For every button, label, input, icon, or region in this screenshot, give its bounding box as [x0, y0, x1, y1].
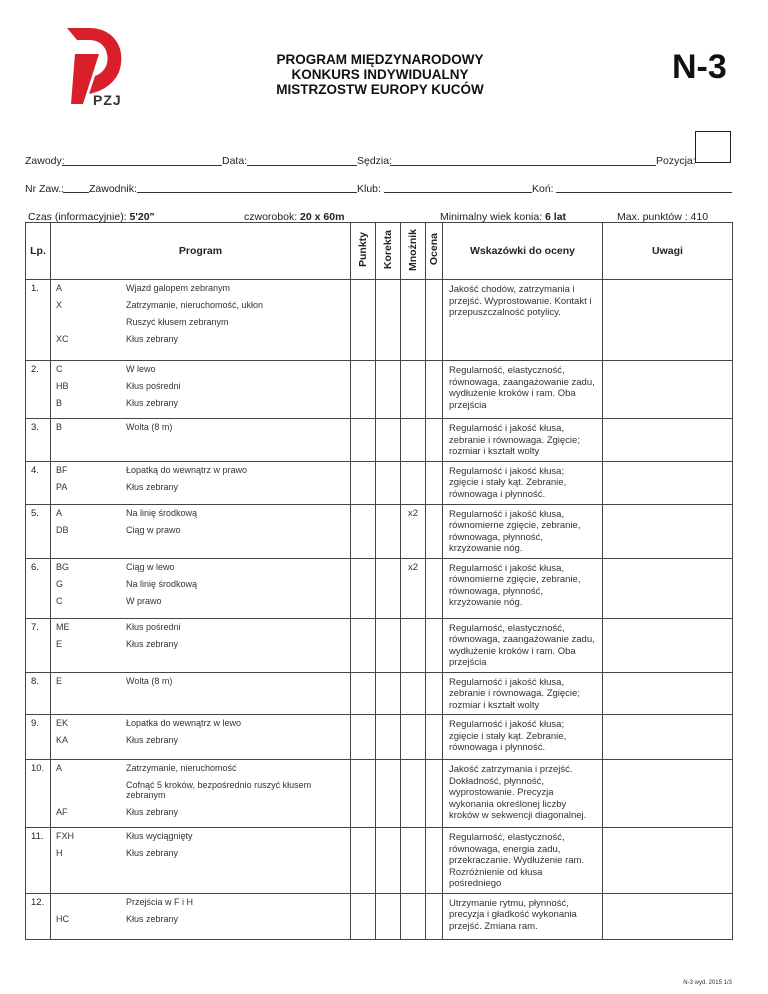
ocena-cell[interactable]: [426, 419, 443, 462]
program-step: ME Kłus pośredni: [56, 621, 181, 632]
page-title: PROGRAM MIĘDZYNARODOWY KONKURS INDYWIDUALNY MISTRZOSTW EUROPY KUCÓW: [276, 52, 484, 97]
uwagi-cell[interactable]: [603, 828, 733, 894]
program-step: C W prawo: [56, 595, 162, 606]
row-number: 11.: [26, 828, 51, 894]
ocena-cell[interactable]: [426, 361, 443, 419]
row-program: [51, 672, 351, 715]
col-wskazowki: Wskazówki do oceny: [443, 223, 603, 280]
row-program: [51, 760, 351, 828]
hint-cell: Regularność i jakość kłusa; zgięcie i stały kąt. Zebranie, równowaga i płynność.: [443, 461, 603, 504]
program-step: B Wolta (8 m): [56, 422, 173, 432]
klub-field[interactable]: [384, 192, 532, 193]
korekta-cell[interactable]: [376, 618, 401, 672]
korekta-cell[interactable]: [376, 558, 401, 618]
sedzia-field[interactable]: [390, 165, 656, 166]
uwagi-cell[interactable]: [603, 461, 733, 504]
punkty-cell[interactable]: [351, 715, 376, 760]
program-step: BG Ciąg w lewo: [56, 561, 175, 572]
hint-cell: Regularność i jakość kłusa, równomierne zgięcie, zebranie, równowaga, płynność, krzyżowanie nóg.: [443, 558, 603, 618]
hint-cell: Regularność, elastyczność, równowaga, energia zadu, przekraczanie. Wydłużenie ram. Rozróżnienie od kłusa pośredniego: [443, 828, 603, 894]
program-step: A Na linię środkową: [56, 507, 198, 518]
data-field[interactable]: [247, 165, 357, 166]
row-number: 3.: [26, 419, 51, 462]
program-step: C W lewo: [56, 364, 156, 374]
row-program: [51, 893, 351, 939]
ocena-cell[interactable]: [426, 828, 443, 894]
mnoznik-cell: [401, 618, 426, 672]
col-ocena: Ocena: [426, 223, 443, 280]
program-step: AF Kłus zebrany: [56, 807, 179, 817]
zawody-label: Zawody:: [25, 155, 65, 167]
logo-text: PZJ: [93, 92, 122, 108]
row-number: 4.: [26, 461, 51, 504]
kon-label: Koń:: [532, 183, 554, 195]
table-row: [26, 618, 733, 672]
ocena-cell[interactable]: [426, 715, 443, 760]
zawody-field[interactable]: [62, 165, 222, 166]
program-step: Ruszyć kłusem zebranym: [126, 317, 229, 327]
mnoznik-cell: [401, 419, 426, 462]
program-step: HC Kłus zebrany: [56, 913, 179, 924]
row-program: [51, 504, 351, 558]
korekta-cell[interactable]: [376, 419, 401, 462]
hint-cell: Jakość chodów, zatrzymania i przejść. Wyprostowanie. Kontakt i przepuszczalność potylicy.: [443, 280, 603, 361]
row-program: [51, 361, 351, 419]
table-row: [26, 361, 733, 419]
hint-cell: Regularność, elastyczność, równowaga, zaangażowanie zadu, wydłużenie kroków i ram. Oba przejścia: [443, 618, 603, 672]
nr-zaw-label: Nr Zaw.:: [25, 183, 65, 195]
punkty-cell[interactable]: [351, 893, 376, 939]
ocena-cell[interactable]: [426, 760, 443, 828]
ocena-cell[interactable]: [426, 618, 443, 672]
uwagi-cell[interactable]: [603, 618, 733, 672]
row-number: 7.: [26, 618, 51, 672]
ocena-cell[interactable]: [426, 280, 443, 361]
footer: N-3 wyd. 2015 1/3: [683, 980, 732, 986]
data-label: Data:: [222, 155, 248, 167]
ocena-cell[interactable]: [426, 893, 443, 939]
sedzia-label: Sędzia:: [357, 155, 393, 167]
program-step: A Wjazd galopem zebranym: [56, 283, 231, 293]
table-row: [26, 419, 733, 462]
hint-cell: Regularność i jakość kłusa, zebranie i równowaga. Zgięcie; rozmiar i kształt wolty: [443, 672, 603, 715]
korekta-cell[interactable]: [376, 504, 401, 558]
program-step: HB Kłus pośredni: [56, 381, 181, 391]
row-program: [51, 461, 351, 504]
row-program: [51, 558, 351, 618]
row-program: [51, 280, 351, 361]
table-row: [26, 672, 733, 715]
pozycja-label: Pozycja:: [656, 155, 696, 167]
row-number: 12.: [26, 893, 51, 939]
uwagi-cell[interactable]: [603, 280, 733, 361]
program-step: B Kłus zebrany: [56, 398, 179, 408]
czworobok-info: czworobok: 20 x 60m: [244, 211, 345, 223]
hint-cell: Jakość zatrzymania i przejść. Dokładność, płynność, wyprostowanie. Precyzja wykonania określonej liczby kroków w sekwencji diagonalnej.: [443, 760, 603, 828]
test-code: N-3: [672, 48, 727, 86]
row-number: 5.: [26, 504, 51, 558]
korekta-cell[interactable]: [376, 893, 401, 939]
kon-field[interactable]: [556, 192, 732, 193]
mnoznik-cell: [401, 361, 426, 419]
hint-cell: Regularność i jakość kłusa; zgięcie i stały kąt. Zebranie, równowaga i płynność.: [443, 715, 603, 760]
program-step: DB Ciąg w prawo: [56, 524, 181, 535]
program-table: [25, 222, 733, 940]
uwagi-cell[interactable]: [603, 760, 733, 828]
uwagi-cell[interactable]: [603, 361, 733, 419]
punkty-cell[interactable]: [351, 558, 376, 618]
mnoznik-cell: x2: [401, 558, 426, 618]
uwagi-cell[interactable]: [603, 672, 733, 715]
uwagi-cell[interactable]: [603, 715, 733, 760]
korekta-cell[interactable]: [376, 461, 401, 504]
punkty-cell[interactable]: [351, 828, 376, 894]
row-number: 6.: [26, 558, 51, 618]
uwagi-cell[interactable]: [603, 893, 733, 939]
table-row: [26, 280, 733, 361]
col-program: Program: [51, 223, 351, 280]
program-step: XC Kłus zebrany: [56, 334, 179, 344]
punkty-cell[interactable]: [351, 280, 376, 361]
hint-cell: Utrzymanie rytmu, płynność, precyzja i gładkość wykonania przejść. Zmiana ram.: [443, 893, 603, 939]
col-lp: Lp.: [26, 223, 51, 280]
program-step: G Na linię środkową: [56, 578, 198, 589]
ocena-cell[interactable]: [426, 461, 443, 504]
wiek-info: Minimalny wiek konia: 6 lat: [440, 211, 567, 223]
table-row: [26, 715, 733, 760]
punkty-cell[interactable]: [351, 361, 376, 419]
klub-label: Klub:: [357, 183, 381, 195]
hint-cell: Regularność i jakość kłusa, równomierne zgięcie, zebranie, równowaga, płynność, krzyżowanie nóg.: [443, 504, 603, 558]
czas-info: Czas (informacyjnie): 5'20": [28, 211, 155, 223]
table-row: [26, 760, 733, 828]
row-program: [51, 715, 351, 760]
program-step: Przejścia w F i H: [126, 896, 194, 907]
korekta-cell[interactable]: [376, 715, 401, 760]
zawodnik-label: Zawodnik:: [89, 183, 137, 195]
col-mnoznik: Mnożnik: [401, 223, 426, 280]
korekta-cell[interactable]: [376, 760, 401, 828]
max-points: Max. punktów : 410: [617, 211, 709, 223]
col-uwagi: Uwagi: [603, 223, 733, 280]
korekta-cell[interactable]: [376, 828, 401, 894]
pozycja-box[interactable]: [695, 131, 731, 163]
program-step: BF Łopatką do wewnątrz w prawo: [56, 464, 248, 475]
mnoznik-cell: [401, 672, 426, 715]
korekta-cell[interactable]: [376, 361, 401, 419]
mnoznik-cell: [401, 461, 426, 504]
col-punkty: Punkty: [351, 223, 376, 280]
program-step: Cofnąć 5 kroków, bezpośrednio ruszyć kłusem zebranym: [126, 780, 312, 800]
zawodnik-field[interactable]: [137, 192, 357, 193]
ocena-cell[interactable]: [426, 558, 443, 618]
punkty-cell[interactable]: [351, 419, 376, 462]
row-program: [51, 618, 351, 672]
punkty-cell[interactable]: [351, 760, 376, 828]
korekta-cell[interactable]: [376, 672, 401, 715]
uwagi-cell[interactable]: [603, 419, 733, 462]
table-row: [26, 504, 733, 558]
row-program: [51, 828, 351, 894]
row-number: 10.: [26, 760, 51, 828]
table-row: [26, 558, 733, 618]
table-row: [26, 828, 733, 894]
program-step: H Kłus zebrany: [56, 848, 179, 858]
program-step: KA Kłus zebrany: [56, 735, 179, 745]
mnoznik-cell: [401, 280, 426, 361]
row-number: 8.: [26, 672, 51, 715]
ocena-cell[interactable]: [426, 504, 443, 558]
mnoznik-cell: [401, 715, 426, 760]
table-row: [26, 893, 733, 939]
program-step: X Zatrzymanie, nieruchomość, ukłon: [56, 300, 264, 310]
program-step: FXH Kłus wyciągnięty: [56, 831, 193, 841]
ocena-cell[interactable]: [426, 672, 443, 715]
hint-cell: Regularność, elastyczność, równowaga, zaangażowanie zadu, wydłużenie kroków i ram. Oba przejścia: [443, 361, 603, 419]
row-program: [51, 419, 351, 462]
punkty-cell[interactable]: [351, 672, 376, 715]
col-korekta: Korekta: [376, 223, 401, 280]
nr-zaw-field[interactable]: [63, 192, 89, 193]
program-step: E Wolta (8 m): [56, 675, 173, 686]
punkty-cell[interactable]: [351, 461, 376, 504]
mnoznik-cell: [401, 828, 426, 894]
hint-cell: Regularność i jakość kłusa, zebranie i równowaga. Zgięcie; rozmiar i kształt wolty: [443, 419, 603, 462]
program-step: EK Łopatka do wewnątrz w lewo: [56, 718, 242, 728]
punkty-cell[interactable]: [351, 504, 376, 558]
program-step: PA Kłus zebrany: [56, 481, 179, 492]
program-step: E Kłus zebrany: [56, 638, 179, 649]
mnoznik-cell: [401, 893, 426, 939]
mnoznik-cell: [401, 760, 426, 828]
uwagi-cell[interactable]: [603, 504, 733, 558]
table-row: [26, 461, 733, 504]
punkty-cell[interactable]: [351, 618, 376, 672]
row-number: 2.: [26, 361, 51, 419]
row-number: 1.: [26, 280, 51, 361]
program-step: A Zatrzymanie, nieruchomość: [56, 763, 237, 773]
uwagi-cell[interactable]: [603, 558, 733, 618]
mnoznik-cell: x2: [401, 504, 426, 558]
row-number: 9.: [26, 715, 51, 760]
korekta-cell[interactable]: [376, 280, 401, 361]
